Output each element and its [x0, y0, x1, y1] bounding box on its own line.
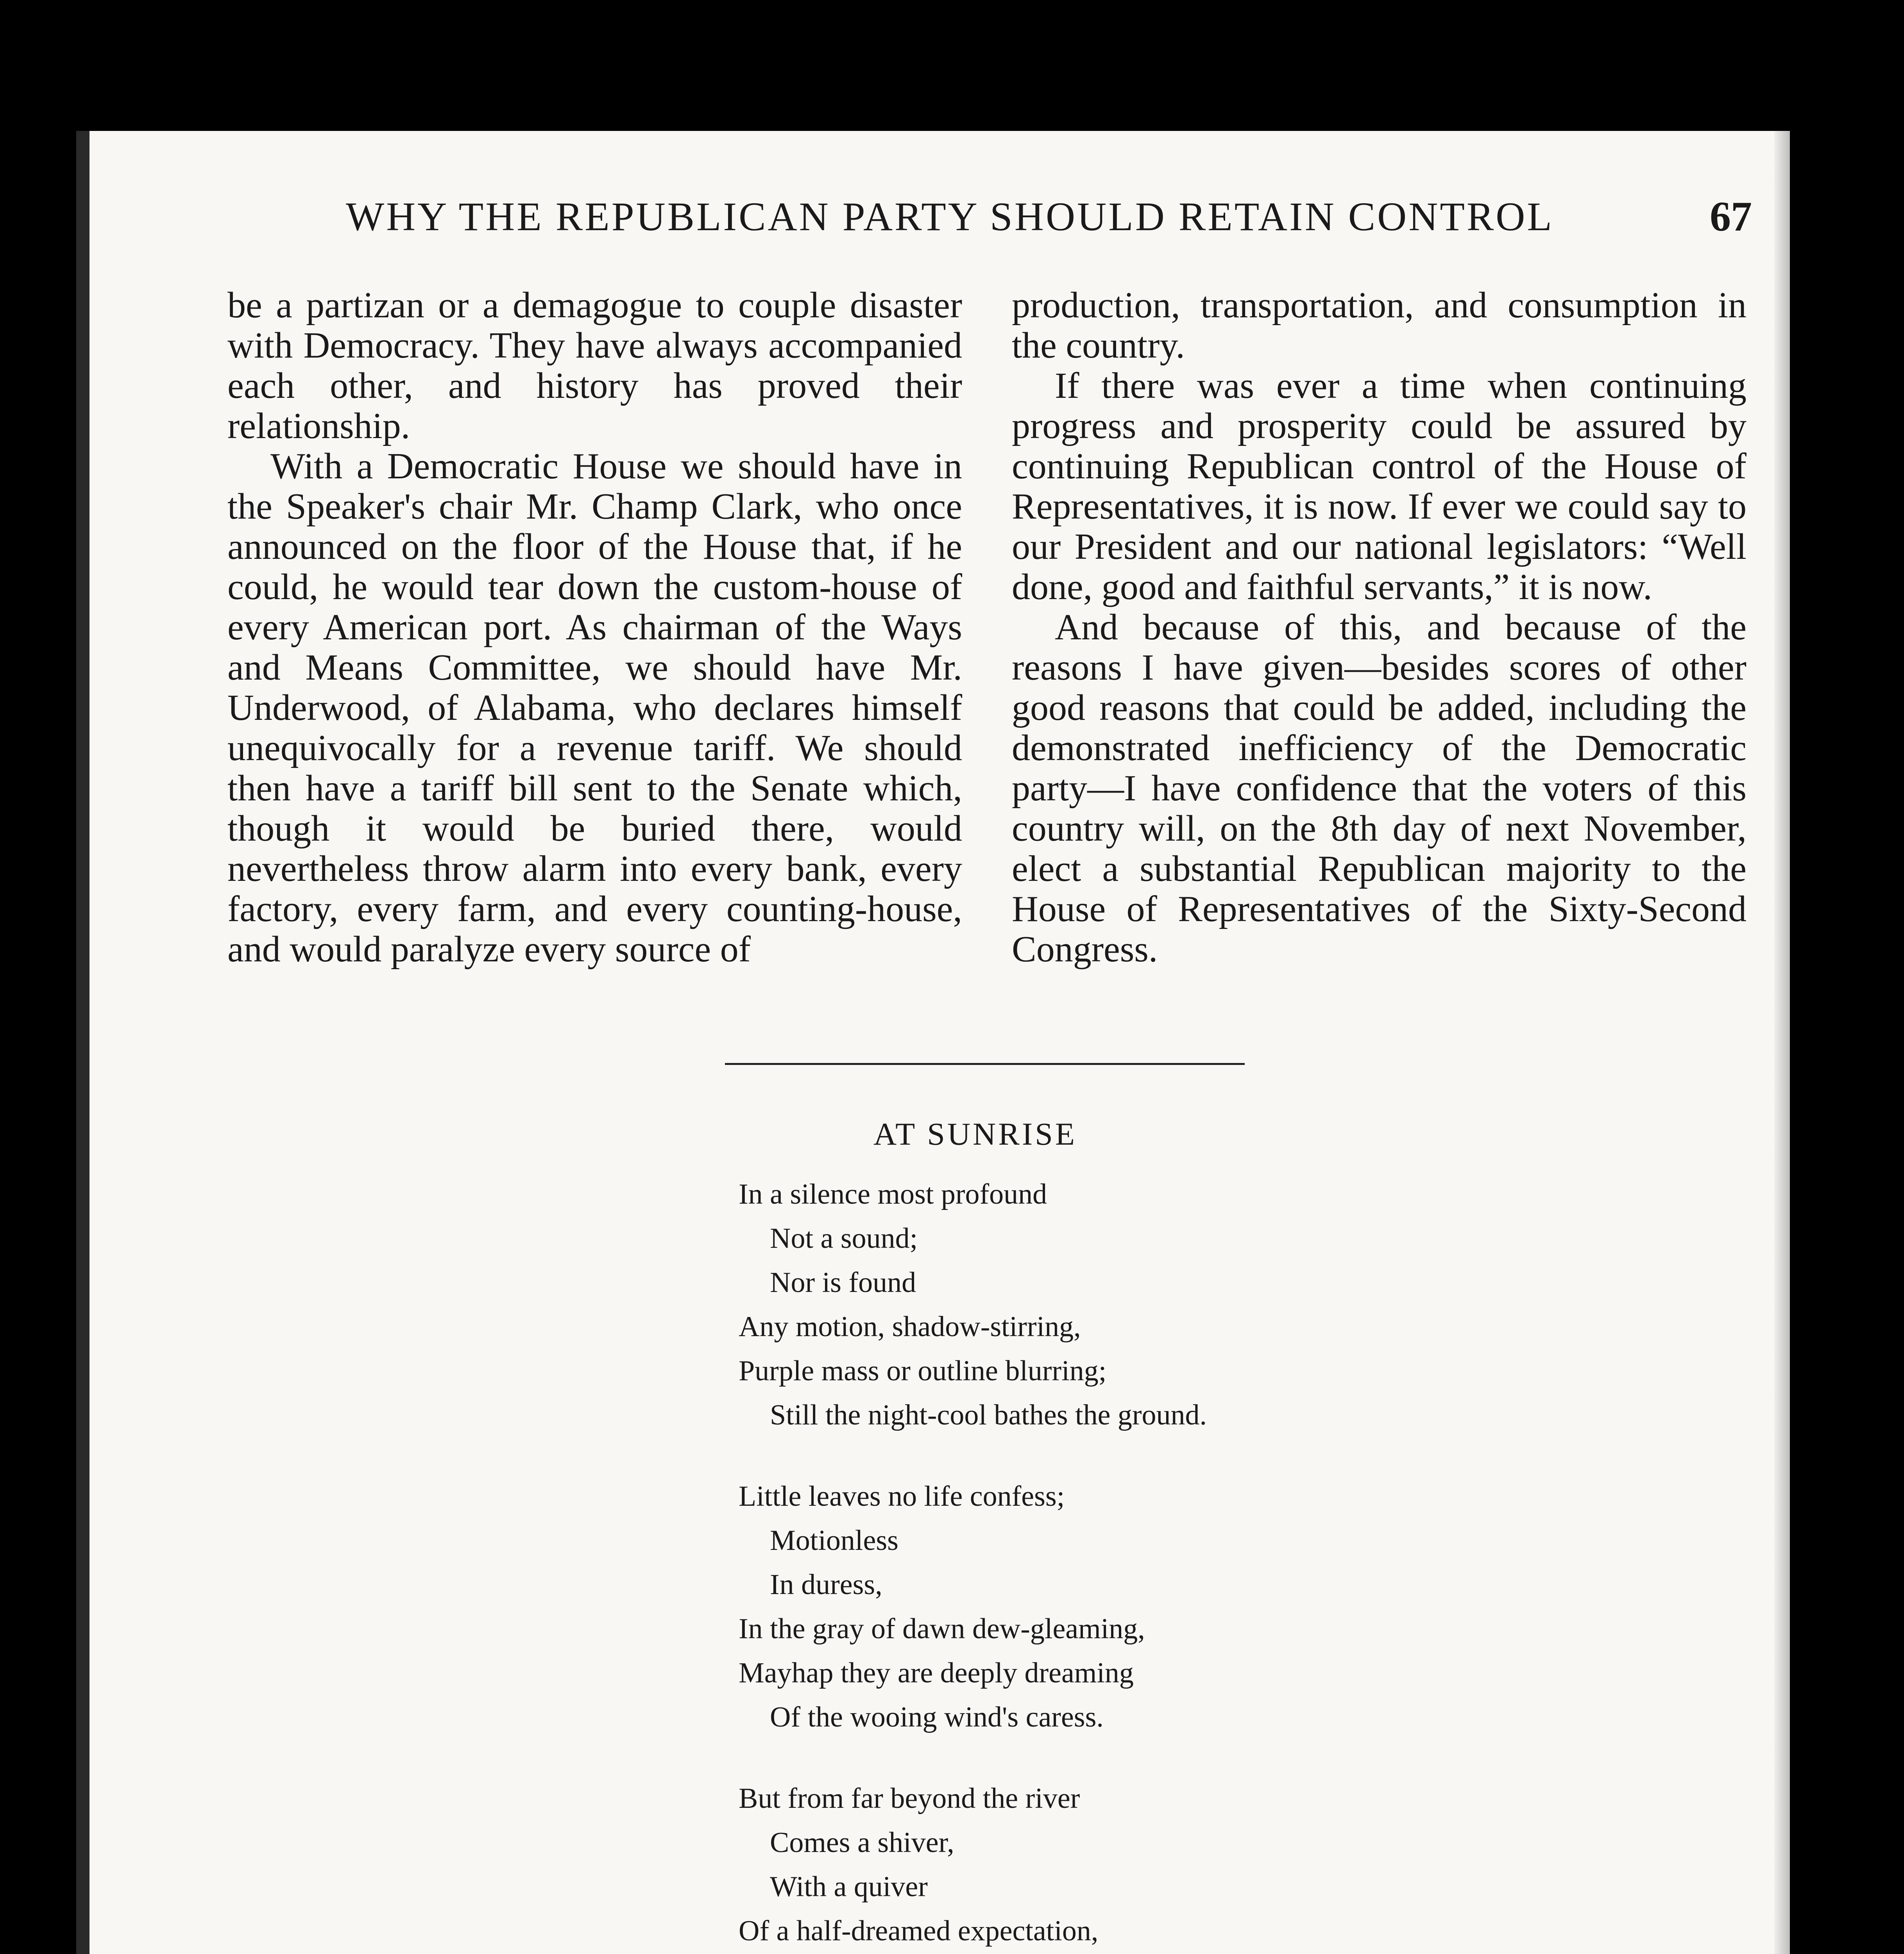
article-left-column: [227, 285, 962, 970]
page-edge: [1774, 131, 1790, 1954]
article-paragraph: With a Democratic House we should have in the Speaker's chair Mr. Champ Clark, who once announced on the floor of the House that, if he could, he would tear down the custom-house of every American port. As chairman of the Ways and Means Committee, we should have Mr. Underwood, of Alabama, who declares himself unequivocally for a revenue tariff. We should then have a tariff bill sent to the Senate which, though it would be buried there, would nevertheless throw alarm into every bank, every factory, every farm, and every counting-house, and would paralyze every source of: [227, 446, 962, 970]
article-paragraph: production, transportation, and consumption in the country.: [1012, 285, 1747, 366]
poem-line: Little leaves no life confess;: [739, 1480, 1065, 1512]
poem-line: Motionless: [770, 1525, 898, 1557]
poem-line: In duress,: [770, 1569, 882, 1601]
poem-line: But from far beyond the river: [739, 1782, 1080, 1814]
article-paragraph: be a partizan or a demagogue to couple disaster with Democracy. They have always accompanied each other, and history has proved their relationship.: [227, 285, 962, 446]
poem-line: Not a sound;: [770, 1222, 918, 1254]
poem-body: [739, 1172, 1207, 1954]
poem-line: Comes a shiver,: [770, 1827, 954, 1859]
poem-line: Any motion, shadow-stirring,: [739, 1311, 1081, 1343]
poem-line: Of the wooing wind's caress.: [770, 1701, 1104, 1733]
poem-line: With a quiver: [770, 1871, 928, 1903]
poem-line: Of a half-dreamed expectation,: [739, 1915, 1099, 1947]
article-right-column: [1012, 285, 1747, 970]
article-paragraph: And because of this, and because of the reasons I have given—besides scores of other good reasons that could be added, including the demonstrated inefficiency of the Democratic party—I have confidence that the voters of this country will, on the 8th day of next November, elect a substantial Republican majority to the House of Representatives of the Sixty-Second Congress.: [1012, 607, 1747, 970]
poem-line: Nor is found: [770, 1267, 916, 1299]
section-divider: [725, 1063, 1245, 1065]
poem-line: Mayhap they are deeply dreaming: [739, 1657, 1134, 1689]
running-head: WHY THE REPUBLICAN PARTY SHOULD RETAIN CONTROL: [346, 194, 1554, 239]
poem-line: In the gray of dawn dew-gleaming,: [739, 1613, 1145, 1645]
poem-line: In a silence most profound: [739, 1178, 1047, 1210]
poem-title: AT SUNRISE: [873, 1116, 1077, 1152]
magazine-page: [76, 131, 1790, 1954]
article-paragraph: If there was ever a time when continuing progress and prosperity could be assured by continuing Republican control of the House of Representatives, it is now. If ever we could say to our President and our national legislators: “Well done, good and faithful servants,” it is now.: [1012, 365, 1747, 607]
poem-stanza: [739, 1474, 1207, 1739]
poem-stanza: [739, 1777, 1207, 1954]
poem-stanza: [739, 1172, 1207, 1437]
page-spine: [76, 131, 89, 1954]
poem-line: Purple mass or outline blurring;: [739, 1355, 1107, 1387]
poem-line: Still the night-cool bathes the ground.: [770, 1399, 1207, 1431]
page-number: 67: [1710, 193, 1752, 240]
